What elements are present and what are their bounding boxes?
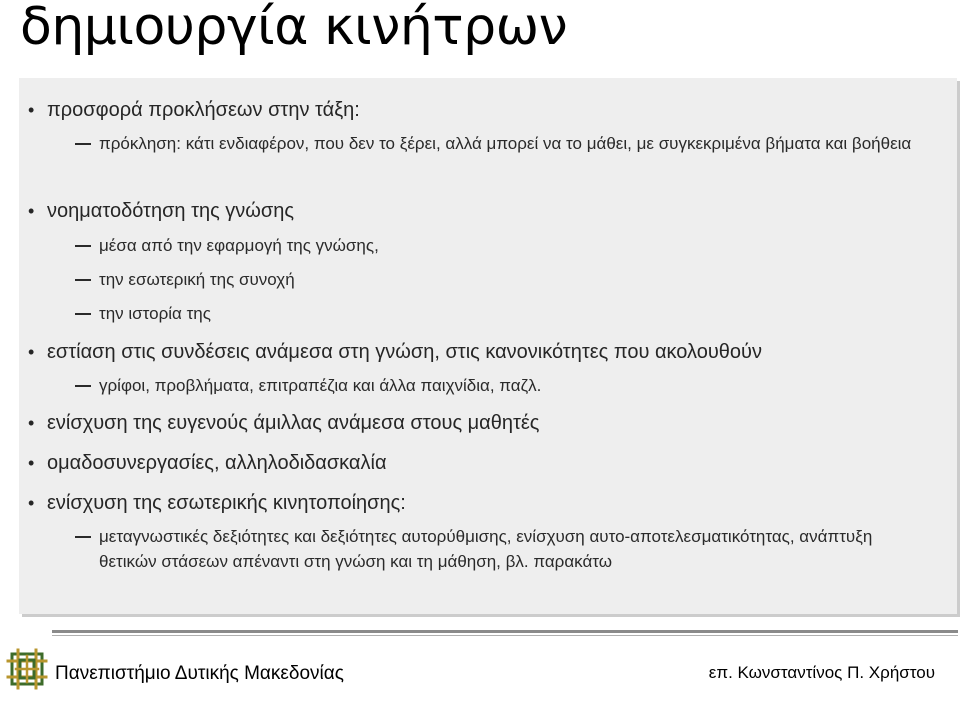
sub-bullet-text: μέσα από την εφαρμογή της γνώσης, xyxy=(99,236,379,255)
bullet-text: ομαδοσυνεργασίες, αλληλοδιδασκαλία xyxy=(47,452,387,474)
sub-bullet-text: την ιστορία της xyxy=(99,304,211,323)
sub-bullet-item xyxy=(99,524,934,574)
bullet-list xyxy=(19,78,957,614)
sub-bullet-item xyxy=(99,373,541,398)
bullet-dot-icon: • xyxy=(28,453,35,473)
page-title: δημιουργία κινήτρων xyxy=(20,0,568,57)
bullet-item xyxy=(28,340,762,364)
sub-bullet-text: γρίφοι, προβλήματα, επιτραπέζια και άλλα παιχνίδια, παζλ. xyxy=(99,376,542,395)
dash-icon xyxy=(75,143,91,145)
sub-bullet-item xyxy=(99,301,211,326)
footer-divider xyxy=(52,630,958,633)
bullet-text: ενίσχυση της ευγενούς άμιλλας ανάμεσα στους μαθητές xyxy=(47,412,540,434)
sub-bullet-item xyxy=(99,233,379,258)
dash-icon xyxy=(75,245,91,247)
bullet-text: νοηματοδότηση της γνώσης xyxy=(47,200,295,222)
footer-university-name: Πανεπιστήμιο Δυτικής Μακεδονίας xyxy=(55,663,344,684)
bullet-item xyxy=(28,451,387,475)
bullet-dot-icon: • xyxy=(28,100,35,120)
bullet-dot-icon: • xyxy=(28,201,35,221)
bullet-dot-icon: • xyxy=(28,413,35,433)
dash-icon xyxy=(75,279,91,281)
content-box xyxy=(19,78,957,614)
dash-icon xyxy=(75,536,91,538)
bullet-text: προσφορά προκλήσεων στην τάξη: xyxy=(47,99,360,121)
sub-bullet-item xyxy=(99,131,939,156)
bullet-item xyxy=(28,411,540,435)
bullet-dot-icon: • xyxy=(28,493,35,513)
bullet-item xyxy=(28,98,360,122)
sub-bullet-text: την εσωτερική της συνοχή xyxy=(99,270,295,289)
university-knot-logo-icon xyxy=(6,646,48,692)
dash-icon xyxy=(75,313,91,315)
sub-bullet-item xyxy=(99,267,295,292)
bullet-item xyxy=(28,199,295,223)
bullet-item xyxy=(28,491,406,515)
footer-divider-thin xyxy=(52,635,958,636)
sub-bullet-text: πρόκληση: κάτι ενδιαφέρον, που δεν το ξέρει, αλλά μπορεί να το μάθει, με συγκεκριμένα βήματα και βοήθεια xyxy=(99,134,912,153)
sub-bullet-text: μεταγνωστικές δεξιότητες και δεξιότητες αυτορύθμισης, ενίσχυση αυτο-αποτελεσματικότητας, ανάπτυξη θετικών στάσεων απέναντι στη γνώση και τη μάθηση, βλ. παρακάτω xyxy=(99,527,873,571)
dash-icon xyxy=(75,385,91,387)
bullet-text: εστίαση στις συνδέσεις ανάμεσα στη γνώση, στις κανονικότητες που ακολουθούν xyxy=(47,341,762,363)
bullet-text: ενίσχυση της εσωτερικής κινητοποίησης: xyxy=(47,492,406,514)
bullet-dot-icon: • xyxy=(28,342,35,362)
footer-author: επ. Κωνσταντίνος Π. Χρήστου xyxy=(708,663,935,682)
